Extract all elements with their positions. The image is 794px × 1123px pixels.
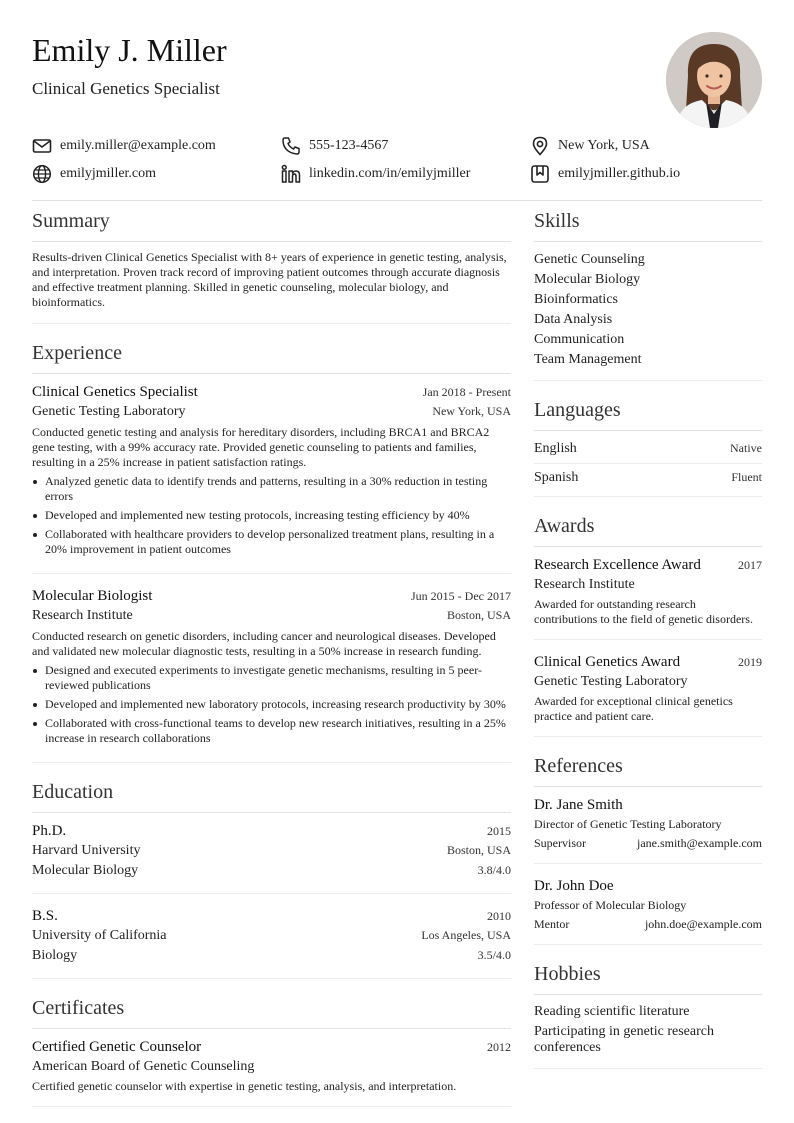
reference-relation: Supervisor — [534, 836, 586, 850]
contact-website[interactable] — [32, 162, 156, 186]
education-degree: B.S. — [32, 908, 58, 924]
job-highlight: Designed and executed experiments to investigate genetic mechanisms, resulting in 5 peer-reviewed publications — [32, 663, 511, 693]
certificate-year: 2012 — [487, 1040, 511, 1054]
award-item — [534, 547, 762, 640]
job-dates: Jun 2015 - Dec 2017 — [411, 589, 511, 603]
education-gpa: 3.8/4.0 — [477, 863, 511, 877]
education-location: Boston, USA — [446, 843, 511, 857]
education-field: Biology — [32, 948, 78, 963]
certificates-heading: Certificates — [32, 995, 511, 1029]
job-company: Research Institute — [32, 608, 133, 623]
job-highlight: Collaborated with healthcare providers to develop personalized treatment plans, resulting in a 20% improvement in patient outcomes — [32, 527, 511, 557]
reference-item — [534, 864, 762, 945]
language-level: Native — [730, 441, 762, 455]
certificate-issuer: American Board of Genetic Counseling — [32, 1059, 255, 1074]
job-highlights — [32, 663, 511, 746]
certificates-section — [32, 995, 511, 1107]
languages-section — [534, 397, 762, 497]
education-school: University of California — [32, 928, 167, 943]
reference-email[interactable]: jane.smith@example.com — [636, 836, 762, 850]
job-highlight: Analyzed genetic data to identify trends and patterns, resulting in a 30% reduction in testing errors — [32, 474, 511, 504]
education-heading: Education — [32, 779, 511, 813]
header-divider — [32, 200, 762, 201]
hobbies-section — [534, 961, 762, 1069]
job-dates: Jan 2018 - Present — [422, 385, 511, 399]
job-description: Conducted genetic testing and analysis for hereditary disorders, including BRCA1 and BRCA2 gene testing, with a 99% accuracy rate. Provided genetic counseling to patients and families, resulting in a 25% increase in patient satisfaction ratings. — [32, 425, 490, 469]
education-gpa: 3.5/4.0 — [477, 948, 511, 962]
job-highlight: Developed and implemented new laboratory protocols, increasing research productivity by 30% — [32, 697, 511, 712]
certificate-description: Certified genetic counselor with expertise in genetic testing, analysis, and interpretation. — [32, 1079, 457, 1093]
skill-item: Genetic Counseling — [534, 252, 645, 267]
candidate-title: Clinical Genetics Specialist — [32, 79, 220, 98]
reference-item — [534, 787, 762, 864]
experience-heading: Experience — [32, 340, 511, 374]
skill-item: Communication — [534, 332, 625, 347]
references-section — [534, 753, 762, 945]
skills-heading: Skills — [534, 208, 762, 242]
skills-section — [534, 208, 762, 381]
award-issuer: Research Institute — [534, 577, 635, 592]
experience-item — [32, 574, 511, 763]
education-school: Harvard University — [32, 843, 141, 858]
job-highlight: Collaborated with cross-functional teams to develop new research initiatives, resulting in a 25% increase in research collaborations — [32, 716, 511, 746]
references-heading: References — [534, 753, 762, 787]
contact-linkedin-text: linkedin.com/in/emilyjmiller — [309, 166, 471, 181]
profile-photo-image — [666, 32, 762, 128]
language-name: English — [534, 441, 577, 456]
hobby-item: Reading scientific literature — [534, 1004, 690, 1019]
language-item — [534, 439, 762, 464]
contact-location — [530, 134, 650, 158]
education-section — [32, 779, 511, 979]
award-title: Research Excellence Award — [534, 557, 701, 573]
award-year: 2017 — [738, 558, 762, 572]
skill-item: Data Analysis — [534, 312, 613, 327]
certificate-item — [32, 1029, 511, 1107]
education-location: Los Angeles, USA — [421, 928, 511, 942]
contact-github[interactable] — [530, 162, 680, 186]
contact-location-text: New York, USA — [558, 138, 650, 153]
awards-heading: Awards — [534, 513, 762, 547]
contact-email[interactable] — [32, 134, 216, 158]
globe-icon — [32, 164, 52, 184]
job-location: New York, USA — [432, 404, 511, 418]
awards-section — [534, 513, 762, 737]
experience-section — [32, 340, 511, 763]
summary-heading: Summary — [32, 208, 511, 242]
job-position: Clinical Genetics Specialist — [32, 384, 198, 400]
education-degree: Ph.D. — [32, 823, 67, 839]
certificate-name: Certified Genetic Counselor — [32, 1039, 202, 1055]
candidate-name: Emily J. Miller — [32, 32, 227, 68]
job-location: Boston, USA — [446, 608, 511, 622]
education-year: 2015 — [487, 824, 511, 838]
skill-item: Bioinformatics — [534, 292, 618, 307]
profile-photo — [666, 32, 762, 128]
award-issuer: Genetic Testing Laboratory — [534, 674, 688, 689]
phone-icon — [281, 136, 301, 156]
skill-item: Molecular Biology — [534, 272, 641, 287]
summary-section — [32, 208, 511, 324]
bookmark-square-icon — [530, 164, 550, 184]
contact-linkedin[interactable] — [281, 162, 470, 186]
contact-github-text: emilyjmiller.github.io — [558, 166, 681, 181]
language-item — [534, 464, 762, 497]
hobby-item: Participating in genetic research conferences — [534, 1024, 714, 1055]
mail-icon — [32, 136, 52, 156]
hobbies-heading: Hobbies — [534, 961, 762, 995]
education-item — [32, 894, 511, 979]
job-position: Molecular Biologist — [32, 588, 153, 604]
skill-item: Team Management — [534, 352, 642, 367]
job-company: Genetic Testing Laboratory — [32, 404, 186, 419]
award-title: Clinical Genetics Award — [534, 654, 681, 670]
reference-relation: Mentor — [534, 917, 570, 931]
contact-phone[interactable] — [281, 134, 388, 158]
sidebar-column — [534, 208, 762, 1069]
job-highlights — [32, 474, 511, 557]
award-description: Awarded for outstanding research contributions to the field of genetic disorders. — [534, 597, 753, 626]
contact-phone-text: 555-123-4567 — [309, 138, 389, 153]
experience-item — [32, 374, 511, 574]
location-pin-icon — [530, 136, 550, 156]
award-item — [534, 640, 762, 737]
languages-heading: Languages — [534, 397, 762, 431]
language-name: Spanish — [534, 470, 579, 485]
language-level: Fluent — [731, 470, 762, 484]
reference-position: Professor of Molecular Biology — [534, 898, 687, 912]
education-item — [32, 813, 511, 894]
contact-email-text: emily.miller@example.com — [60, 138, 216, 153]
summary-text: Results-driven Clinical Genetics Specialist with 8+ years of experience in genetic testing, analysis, and interpretation. Proven track record of improving patient outcomes through accurate diagnosis and effective treatment planning. Skilled in genetic counseling, molecular biology, and bioinformatics. — [32, 250, 507, 309]
award-year: 2019 — [738, 655, 762, 669]
education-year: 2010 — [487, 909, 511, 923]
job-description: Conducted research on genetic disorders, including cancer and neurological diseases. Developed and validated new molecular diagnostic tests, resulting in a 50% increase in research funding. — [32, 629, 496, 658]
resume-header — [32, 30, 762, 100]
linkedin-icon — [281, 164, 301, 184]
job-highlight: Developed and implemented new testing protocols, increasing testing efficiency by 40% — [32, 508, 511, 523]
reference-name: Dr. Jane Smith — [534, 797, 623, 813]
reference-position: Director of Genetic Testing Laboratory — [534, 817, 722, 831]
reference-email[interactable]: john.doe@example.com — [644, 917, 762, 931]
contact-website-text: emilyjmiller.com — [60, 166, 157, 181]
reference-name: Dr. John Doe — [534, 878, 614, 894]
main-column — [32, 208, 511, 1107]
award-description: Awarded for exceptional clinical genetics practice and patient care. — [534, 694, 733, 723]
education-field: Molecular Biology — [32, 863, 139, 878]
